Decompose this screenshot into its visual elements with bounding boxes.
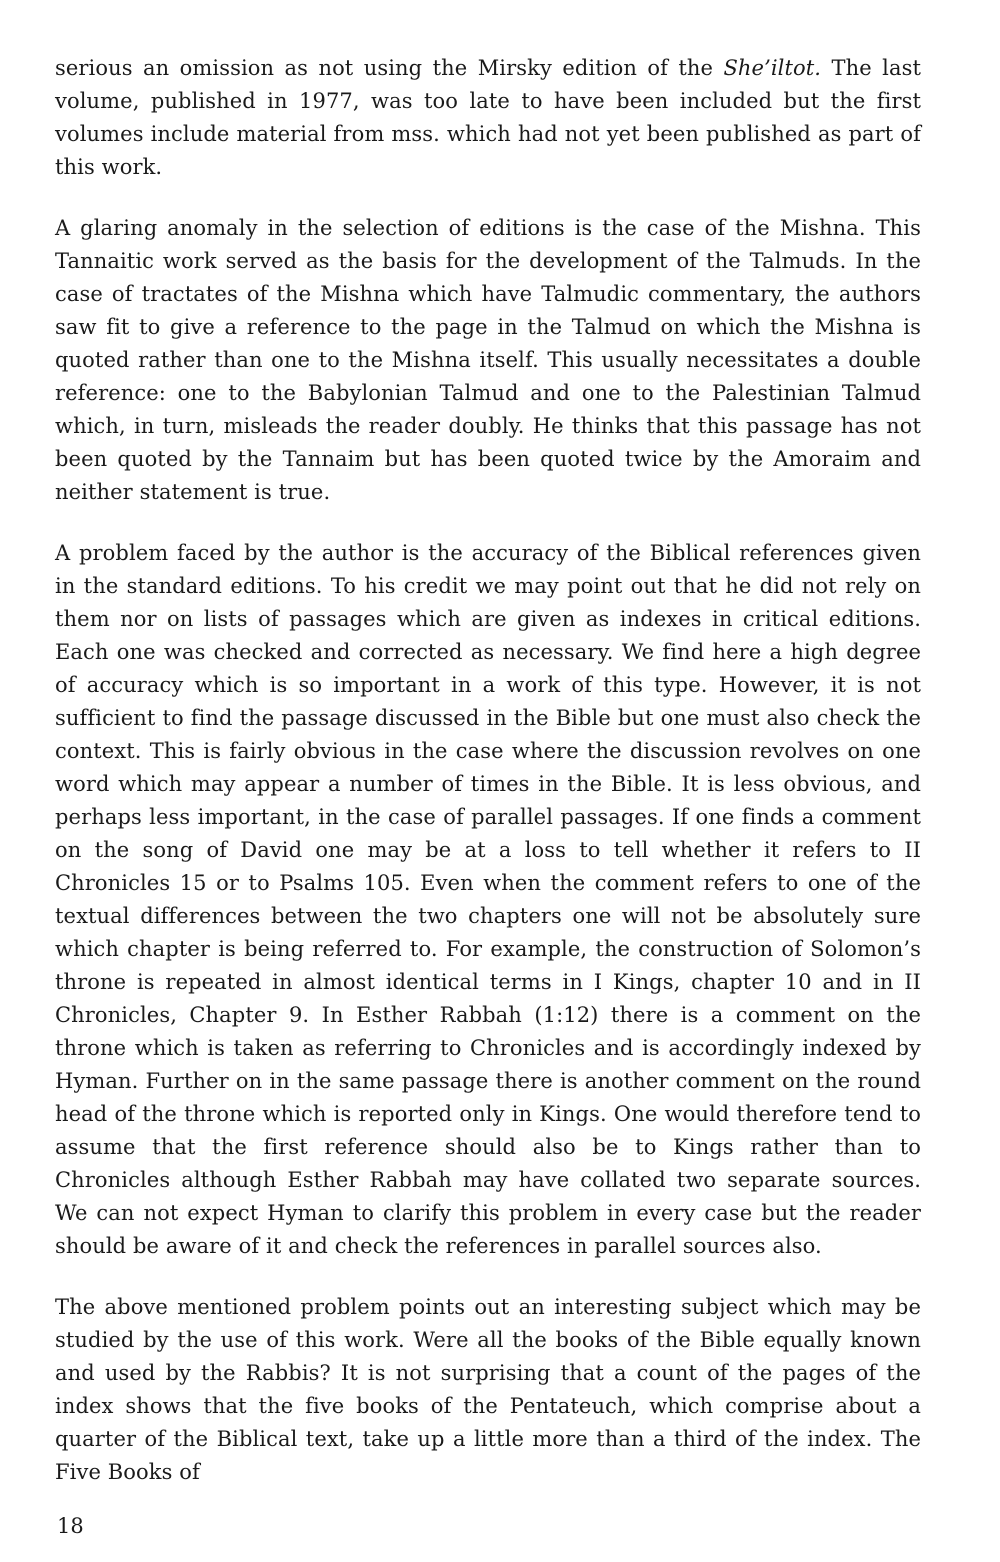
paragraph-2: A glaring anomaly in the selection of editions is the case of the Mishna. This Tannaitic work served as the basis for the development of the Talmuds. In the case of tractates of the Mishna which have Talmudic commentary, the authors saw fit to give a reference to the page in the Talmud on which the Mishna is quoted rather than one to the Mishna itself. This usually necessitates a double reference: one to the Babylonian Talmud and one to the Palestinian Talmud which, in turn, misleads the reader doubly. He thinks that this passage has not been quoted by the Tannaim but has been quoted twice by the Amoraim and neither statement is true. [55, 216, 921, 504]
paragraph-4: The above mentioned problem points out an interesting subject which may be studied by the use of this work. Were all the books of the Bible equally known and used by the Rabbis? It is not surprising that a count of the pages of the index shows that the five books of the Pentateuch, which comprise about a quarter of the Biblical text, take up a little more than a third of the index. The Five Books of [55, 1295, 921, 1484]
page-number: 18 [57, 1514, 84, 1538]
paragraph-1-after: The last volume, published in 1977, was too late to have been included but the first volumes include material from mss. which had not yet been published as part of this work. [55, 56, 921, 179]
body-text [55, 52, 921, 1517]
paragraph-1 [55, 52, 921, 184]
sheiltot-title: She’iltot. [723, 56, 822, 80]
paragraph-1-before: serious an omission as not using the Mirsky edition of the [55, 56, 724, 80]
paragraph-3: A problem faced by the author is the accuracy of the Biblical references given in the standard editions. To his credit we may point out that he did not rely on them nor on lists of passages which are given as indexes in critical editions. Each one was checked and corrected as necessary. We find here a high degree of accuracy which is so important in a work of this type. However, it is not sufficient to find the passage discussed in the Bible but one must also check the context. This is fairly obvious in the case where the discussion revolves on one word which may appear a number of times in the Bible. It is less obvious, and perhaps less important, in the case of parallel passages. If one finds a comment on the song of David one may be at a loss to tell whether it refers to II Chronicles 15 or to Psalms 105. Even when the comment refers to one of the textual differences between the two chapters one will not be absolutely sure which chapter is being referred to. For example, the construction of Solomon’s throne is repeated in almost identical terms in I Kings, chapter 10 and in II Chronicles, Chapter 9. In Esther Rabbah (1:12) there is a comment on the throne which is taken as referring to Chronicles and is accordingly indexed by Hyman. Further on in the same passage there is another comment on the round head of the throne which is reported only in Kings. One would therefore tend to assume that the first reference should also be to Kings rather than to Chronicles although Esther Rabbah may have collated two separate sources. We can not expect Hyman to clarify this problem in every case but the reader should be aware of it and check the references in parallel sources also. [55, 541, 921, 1258]
